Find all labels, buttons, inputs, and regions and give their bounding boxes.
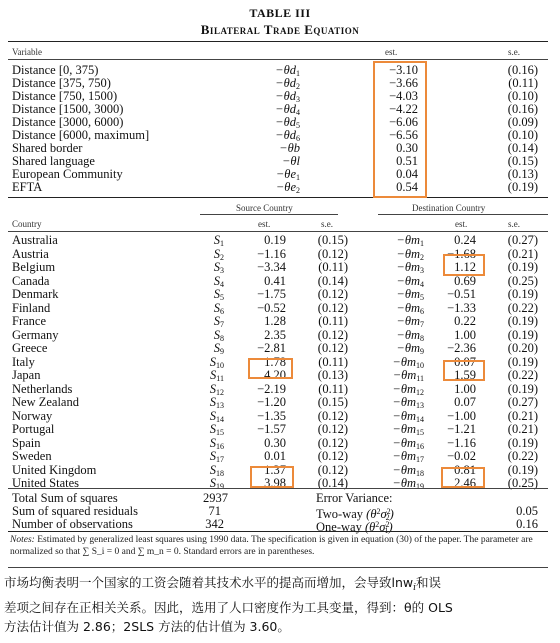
destination-est: 1.12 bbox=[454, 260, 476, 274]
nobs-label: Number of observations bbox=[12, 517, 133, 531]
source-est-header: est. bbox=[258, 219, 271, 229]
country-name: Belgium bbox=[12, 260, 56, 274]
destination-est: −1.33 bbox=[447, 301, 476, 315]
source-se: (0.11) bbox=[318, 260, 348, 274]
source-est: −1.20 bbox=[257, 395, 286, 409]
source-symbol-subscript: 6 bbox=[220, 307, 224, 316]
bottom-rule bbox=[8, 531, 548, 532]
destination-est: 1.00 bbox=[454, 382, 476, 396]
variable-est: −3.66 bbox=[389, 76, 418, 90]
source-est: −1.57 bbox=[257, 422, 286, 436]
table-title: TABLE III bbox=[249, 6, 311, 20]
variable-est: −6.56 bbox=[389, 128, 418, 142]
country-name: Austria bbox=[12, 247, 49, 261]
variable-symbol bbox=[230, 181, 300, 197]
source-symbol-subscript: 7 bbox=[220, 320, 224, 329]
destination-symbol-letter: −θm bbox=[392, 382, 416, 396]
destination-se: (0.19) bbox=[507, 260, 538, 274]
destination-se: (0.21) bbox=[507, 247, 538, 261]
destination-est: −1.00 bbox=[447, 409, 476, 423]
destination-symbol-letter: −θm bbox=[396, 274, 420, 288]
source-symbol-subscript: 2 bbox=[220, 253, 224, 262]
country-name: Greece bbox=[12, 341, 48, 355]
variable-symbol-subscript: 1 bbox=[296, 69, 300, 78]
source-symbol-subscript: 11 bbox=[216, 374, 224, 383]
country-name: Spain bbox=[12, 436, 41, 450]
destination-symbol-letter: −θm bbox=[392, 395, 416, 409]
country-name: France bbox=[12, 314, 47, 328]
destination-se: (0.19) bbox=[507, 287, 538, 301]
variable-est: 0.30 bbox=[396, 141, 418, 155]
country-name: Italy bbox=[12, 355, 35, 369]
variable-se: (0.15) bbox=[507, 154, 538, 168]
source-symbol-letter: S bbox=[209, 436, 216, 450]
destination-est: −2.36 bbox=[447, 341, 476, 355]
source-symbol-subscript: 5 bbox=[220, 293, 224, 302]
source-se: (0.12) bbox=[317, 449, 348, 463]
source-symbol-letter: S bbox=[209, 463, 216, 477]
destination-symbol-letter: −θm bbox=[396, 260, 420, 274]
nobs-value: 342 bbox=[205, 517, 224, 531]
destination-se: (0.21) bbox=[507, 422, 538, 436]
destination-symbol-subscript: 16 bbox=[416, 442, 424, 451]
variable-est: −4.22 bbox=[389, 102, 418, 116]
source-se: (0.12) bbox=[317, 301, 348, 315]
source-symbol-letter: S bbox=[209, 476, 216, 490]
source-country-header: Source Country bbox=[236, 203, 293, 213]
destination-se: (0.22) bbox=[507, 301, 538, 315]
variable-label: Distance [750, 1500) bbox=[12, 89, 118, 103]
source-symbol-letter: S bbox=[209, 449, 216, 463]
variable-est: 0.54 bbox=[396, 180, 418, 194]
source-se: (0.14) bbox=[317, 274, 348, 288]
destination-symbol-letter: −θm bbox=[392, 355, 416, 369]
paragraph-line-1 bbox=[4, 573, 556, 598]
variable-symbol-subscript: 4 bbox=[296, 108, 300, 117]
destination-se-header: s.e. bbox=[508, 219, 520, 229]
destination-se: (0.22) bbox=[507, 368, 538, 382]
destination-est: 0.24 bbox=[454, 233, 476, 247]
source-se: (0.12) bbox=[317, 422, 348, 436]
destination-symbol-letter: −θm bbox=[396, 328, 420, 342]
source-symbol-letter: S bbox=[213, 314, 220, 328]
source-se: (0.11) bbox=[318, 382, 348, 396]
destination-est: −1.21 bbox=[447, 422, 476, 436]
source-est: 0.30 bbox=[264, 436, 286, 450]
country-name: Finland bbox=[12, 301, 51, 315]
variable-est: −3.10 bbox=[389, 63, 418, 77]
destination-se: (0.19) bbox=[507, 328, 538, 342]
variable-symbol-text: −θd bbox=[275, 128, 296, 142]
destination-est: 1.00 bbox=[454, 328, 476, 342]
variable-symbol-subscript: 5 bbox=[296, 121, 300, 130]
summary-rule bbox=[8, 488, 548, 489]
destination-symbol-subscript: 13 bbox=[416, 401, 424, 410]
source-est: −0.52 bbox=[257, 301, 286, 315]
table-subtitle: Bilateral Trade Equation bbox=[200, 22, 360, 37]
destination-se: (0.19) bbox=[507, 314, 538, 328]
destination-symbol-letter: −θm bbox=[396, 247, 420, 261]
destination-symbol-subscript: 14 bbox=[416, 415, 424, 424]
country-name: Germany bbox=[12, 328, 59, 342]
variable-symbol-text: −θl bbox=[281, 154, 300, 168]
variable-se: (0.16) bbox=[507, 102, 538, 116]
source-symbol-letter: S bbox=[213, 301, 220, 315]
source-symbol-subscript: 14 bbox=[216, 415, 224, 424]
source-symbol-letter: S bbox=[213, 287, 220, 301]
source-est: −2.81 bbox=[257, 341, 286, 355]
variable-label: European Community bbox=[12, 167, 123, 181]
variable-label: Shared border bbox=[12, 141, 83, 155]
destination-symbol-subscript: 3 bbox=[420, 266, 424, 275]
variable-label: Shared language bbox=[12, 154, 95, 168]
destination-symbol-subscript: 8 bbox=[420, 334, 424, 343]
source-symbol-subscript: 15 bbox=[216, 428, 224, 437]
oneway-value: 0.16 bbox=[516, 517, 538, 531]
destination-se: (0.20) bbox=[507, 341, 538, 355]
resid-ss-value: 71 bbox=[208, 504, 221, 518]
source-se: (0.12) bbox=[317, 436, 348, 450]
destination-est: 0.81 bbox=[454, 463, 476, 477]
twoway-symbol: $(\theta^2\sigma^2_2)$ bbox=[366, 507, 394, 522]
source-symbol-subscript: 12 bbox=[216, 388, 224, 397]
total-ss-value: 2937 bbox=[203, 491, 228, 505]
country-name: Denmark bbox=[12, 287, 59, 301]
error-variance-label: Error Variance: bbox=[316, 491, 393, 505]
source-symbol-letter: S bbox=[209, 409, 216, 423]
destination-se: (0.19) bbox=[507, 355, 538, 369]
variable-label: Distance [375, 750) bbox=[12, 76, 111, 90]
source-est: −2.19 bbox=[257, 382, 286, 396]
source-symbol-letter: S bbox=[213, 233, 220, 247]
destination-symbol-letter: −θm bbox=[392, 368, 417, 382]
source-se: (0.12) bbox=[317, 409, 348, 423]
source-symbol-subscript: 3 bbox=[220, 266, 224, 275]
source-se: (0.12) bbox=[317, 328, 348, 342]
source-symbol-subscript: 1 bbox=[220, 239, 224, 248]
top-rule bbox=[8, 41, 548, 42]
header-rule bbox=[8, 59, 548, 60]
source-est: −1.35 bbox=[257, 409, 286, 423]
variable-label: Distance [6000, maximum] bbox=[12, 128, 150, 142]
source-symbol-letter: S bbox=[209, 382, 216, 396]
destination-symbol-letter: −θm bbox=[392, 449, 416, 463]
source-symbol-subscript: 13 bbox=[216, 401, 224, 410]
variable-label: Distance [1500, 3000) bbox=[12, 102, 124, 116]
variable-se: (0.19) bbox=[507, 180, 538, 194]
source-symbol-subscript: 19 bbox=[216, 482, 224, 491]
variable-label: Distance [0, 375) bbox=[12, 63, 99, 77]
body-paragraph bbox=[4, 573, 556, 636]
variable-se: (0.14) bbox=[507, 141, 538, 155]
source-se: (0.12) bbox=[317, 463, 348, 477]
variable-symbol-subscript: 1 bbox=[296, 173, 300, 182]
destination-country-header: Destination Country bbox=[412, 203, 486, 213]
destination-est: 0.07 bbox=[454, 395, 476, 409]
country-name: United States bbox=[12, 476, 80, 490]
variable-est: 0.51 bbox=[396, 154, 418, 168]
variable-symbol-text: −θd bbox=[275, 115, 296, 129]
destination-est: 2.46 bbox=[454, 476, 476, 490]
source-symbol-subscript: 18 bbox=[216, 469, 224, 478]
table-notes bbox=[10, 534, 550, 558]
destination-est: 0.22 bbox=[454, 314, 476, 328]
notes-text: Estimated by generalized least squares using 1990 data. The specification is given in equation (30) of the paper. The parameter are normalized so that ∑ S_i = 0 and ∑ m_n = 0. Standard errors are in parentheses. bbox=[10, 535, 533, 557]
variable-symbol-subscript: 3 bbox=[296, 95, 300, 104]
country-header-rule bbox=[8, 231, 548, 232]
destination-se: (0.25) bbox=[507, 476, 538, 490]
oneway-symbol: $(\theta^2\sigma^2_1)$ bbox=[364, 520, 393, 535]
destination-symbol-letter: −θm bbox=[392, 436, 416, 450]
source-underline bbox=[200, 214, 338, 215]
source-symbol-subscript: 8 bbox=[220, 334, 224, 343]
destination-est: −1.16 bbox=[447, 436, 476, 450]
resid-ss-label: Sum of squared residuals bbox=[12, 504, 139, 518]
source-symbol-letter: S bbox=[213, 274, 220, 288]
country-name: Australia bbox=[12, 233, 58, 247]
destination-symbol-subscript: 17 bbox=[416, 455, 424, 464]
source-se: (0.14) bbox=[317, 476, 348, 490]
variable-symbol-text: −θd bbox=[275, 102, 296, 116]
destination-symbol-letter: −θm bbox=[396, 287, 420, 301]
destination-se: (0.25) bbox=[507, 274, 538, 288]
country-name: Norway bbox=[12, 409, 53, 423]
variable-est: −6.06 bbox=[389, 115, 418, 129]
destination-est: 0.07 bbox=[454, 355, 476, 369]
destination-symbol-subscript: 2 bbox=[420, 253, 424, 262]
destination-se: (0.19) bbox=[507, 463, 538, 477]
destination-symbol-letter: −θm bbox=[396, 314, 420, 328]
destination-est: −1.68 bbox=[447, 247, 476, 261]
source-est: 0.01 bbox=[264, 449, 286, 463]
destination-symbol-subscript: 7 bbox=[420, 320, 424, 329]
destination-symbol-letter: −θm bbox=[392, 476, 416, 490]
variable-label: Distance [3000, 6000) bbox=[12, 115, 124, 129]
variable-se: (0.11) bbox=[508, 76, 538, 90]
variable-se: (0.13) bbox=[507, 167, 538, 181]
destination-symbol-letter: −θm bbox=[392, 463, 416, 477]
source-se: (0.12) bbox=[317, 287, 348, 301]
source-se: (0.15) bbox=[317, 395, 348, 409]
country-name: Netherlands bbox=[12, 382, 73, 396]
variable-symbol-text: −θd bbox=[275, 89, 296, 103]
country-name: Japan bbox=[12, 368, 41, 382]
source-se: (0.13) bbox=[317, 368, 348, 382]
source-symbol-subscript: 4 bbox=[220, 280, 224, 289]
source-se: (0.12) bbox=[317, 341, 348, 355]
paragraph-line-1-tail: 和误 bbox=[416, 575, 442, 590]
variable-est: 0.04 bbox=[396, 167, 418, 181]
twoway-value: 0.05 bbox=[516, 504, 538, 518]
destination-symbol-subscript: 1 bbox=[420, 239, 424, 248]
destination-underline bbox=[378, 214, 548, 215]
variable-symbol-subscript: 2 bbox=[296, 186, 300, 195]
source-se: (0.11) bbox=[318, 355, 348, 369]
country-name: Canada bbox=[12, 274, 50, 288]
est-header: est. bbox=[385, 47, 398, 57]
variable-symbol-text: −θe bbox=[275, 180, 296, 194]
variable-symbol-text: −θd bbox=[275, 76, 296, 90]
source-se: (0.15) bbox=[317, 233, 348, 247]
mid-rule bbox=[8, 197, 548, 198]
se-header: s.e. bbox=[508, 47, 520, 57]
source-symbol-letter: S bbox=[209, 355, 216, 369]
total-ss-label: Total Sum of squares bbox=[12, 491, 118, 505]
country-name: New Zealand bbox=[12, 395, 79, 409]
source-symbol-letter: S bbox=[210, 368, 217, 382]
source-symbol-letter: S bbox=[213, 341, 220, 355]
country-header: Country bbox=[12, 219, 42, 229]
variable-symbol-subscript: 2 bbox=[296, 82, 300, 91]
source-est: −3.34 bbox=[257, 260, 286, 274]
destination-est: 1.59 bbox=[454, 368, 476, 382]
destination-symbol-letter: −θm bbox=[396, 341, 420, 355]
source-est: 1.78 bbox=[264, 355, 286, 369]
variable-se: (0.09) bbox=[507, 115, 538, 129]
source-est: 4.20 bbox=[264, 368, 286, 382]
source-est: 0.41 bbox=[264, 274, 286, 288]
destination-symbol-subscript: 6 bbox=[420, 307, 424, 316]
notes-rule bbox=[8, 567, 548, 568]
source-symbol-subscript: 9 bbox=[220, 347, 224, 356]
source-symbol-letter: S bbox=[213, 247, 220, 261]
destination-symbol-subscript: 11 bbox=[416, 374, 424, 383]
destination-symbol-subscript: 19 bbox=[416, 482, 424, 491]
source-se: (0.12) bbox=[317, 247, 348, 261]
twoway-label: Two-way bbox=[316, 507, 364, 521]
source-symbol-subscript: 10 bbox=[216, 361, 224, 370]
source-se: (0.11) bbox=[318, 314, 348, 328]
source-symbol-letter: S bbox=[209, 422, 216, 436]
country-name: Portugal bbox=[12, 422, 55, 436]
source-symbol-subscript: 16 bbox=[216, 442, 224, 451]
source-symbol-letter: S bbox=[213, 260, 220, 274]
source-est: 2.35 bbox=[264, 328, 286, 342]
source-symbol-letter: S bbox=[209, 395, 216, 409]
source-est: 0.19 bbox=[264, 233, 286, 247]
variable-symbol-subscript: 6 bbox=[296, 134, 300, 143]
destination-symbol-subscript: 12 bbox=[416, 388, 424, 397]
source-est: 1.37 bbox=[264, 463, 286, 477]
destination-symbol-subscript: 5 bbox=[420, 293, 424, 302]
source-est: 3.98 bbox=[264, 476, 286, 490]
variable-se: (0.10) bbox=[507, 89, 538, 103]
destination-est: −0.02 bbox=[447, 449, 476, 463]
destination-est: −0.51 bbox=[447, 287, 476, 301]
destination-symbol-subscript: 4 bbox=[420, 280, 424, 289]
notes-label: Notes: bbox=[10, 535, 35, 545]
destination-se: (0.21) bbox=[507, 409, 538, 423]
source-est: −1.16 bbox=[257, 247, 286, 261]
paragraph-line-3: 方法估计值为 2.86；2SLS 方法的估计值为 3.60。 bbox=[4, 619, 290, 634]
lnw-subscript: i bbox=[413, 583, 417, 593]
source-est: 1.28 bbox=[264, 314, 286, 328]
country-name: United Kingdom bbox=[12, 463, 97, 477]
destination-se: (0.27) bbox=[507, 395, 538, 409]
source-est: −1.75 bbox=[257, 287, 286, 301]
variable-header: Variable bbox=[12, 47, 42, 57]
destination-se: (0.22) bbox=[507, 449, 538, 463]
destination-symbol-letter: −θm bbox=[396, 233, 420, 247]
variable-symbol-text: −θd bbox=[275, 63, 296, 77]
destination-se: (0.27) bbox=[507, 233, 538, 247]
destination-se: (0.19) bbox=[507, 436, 538, 450]
variable-se: (0.10) bbox=[507, 128, 538, 142]
variable-est: −4.03 bbox=[389, 89, 418, 103]
destination-symbol-subscript: 10 bbox=[416, 361, 424, 370]
variable-symbol-text: −θb bbox=[279, 141, 300, 155]
destination-symbol-subscript: 18 bbox=[416, 469, 424, 478]
paragraph-line-2: 差项之间存在正相关关系。因此，选用了人口密度作为工具变量，得到：θ的 OLS bbox=[4, 600, 453, 615]
destination-symbol-letter: −θm bbox=[396, 301, 420, 315]
destination-se: (0.19) bbox=[507, 382, 538, 396]
destination-symbol-letter: −θm bbox=[392, 409, 416, 423]
destination-symbol-letter: −θm bbox=[392, 422, 416, 436]
variable-label: EFTA bbox=[12, 180, 43, 194]
destination-symbol-subscript: 9 bbox=[420, 347, 424, 356]
source-se-header: s.e. bbox=[321, 219, 333, 229]
source-symbol-letter: S bbox=[213, 328, 220, 342]
source-symbol-subscript: 17 bbox=[216, 455, 224, 464]
oneway-label: One-way bbox=[316, 520, 362, 534]
destination-est-header: est. bbox=[455, 219, 468, 229]
paragraph-line-1-text: 市场均衡表明一个国家的工资会随着其技术水平的提高而增加，会导致lnw bbox=[4, 575, 414, 590]
variable-se: (0.16) bbox=[507, 63, 538, 77]
country-name: Sweden bbox=[12, 449, 52, 463]
destination-est: 0.69 bbox=[454, 274, 476, 288]
destination-symbol-subscript: 15 bbox=[416, 428, 424, 437]
variable-symbol-text: −θe bbox=[275, 167, 296, 181]
